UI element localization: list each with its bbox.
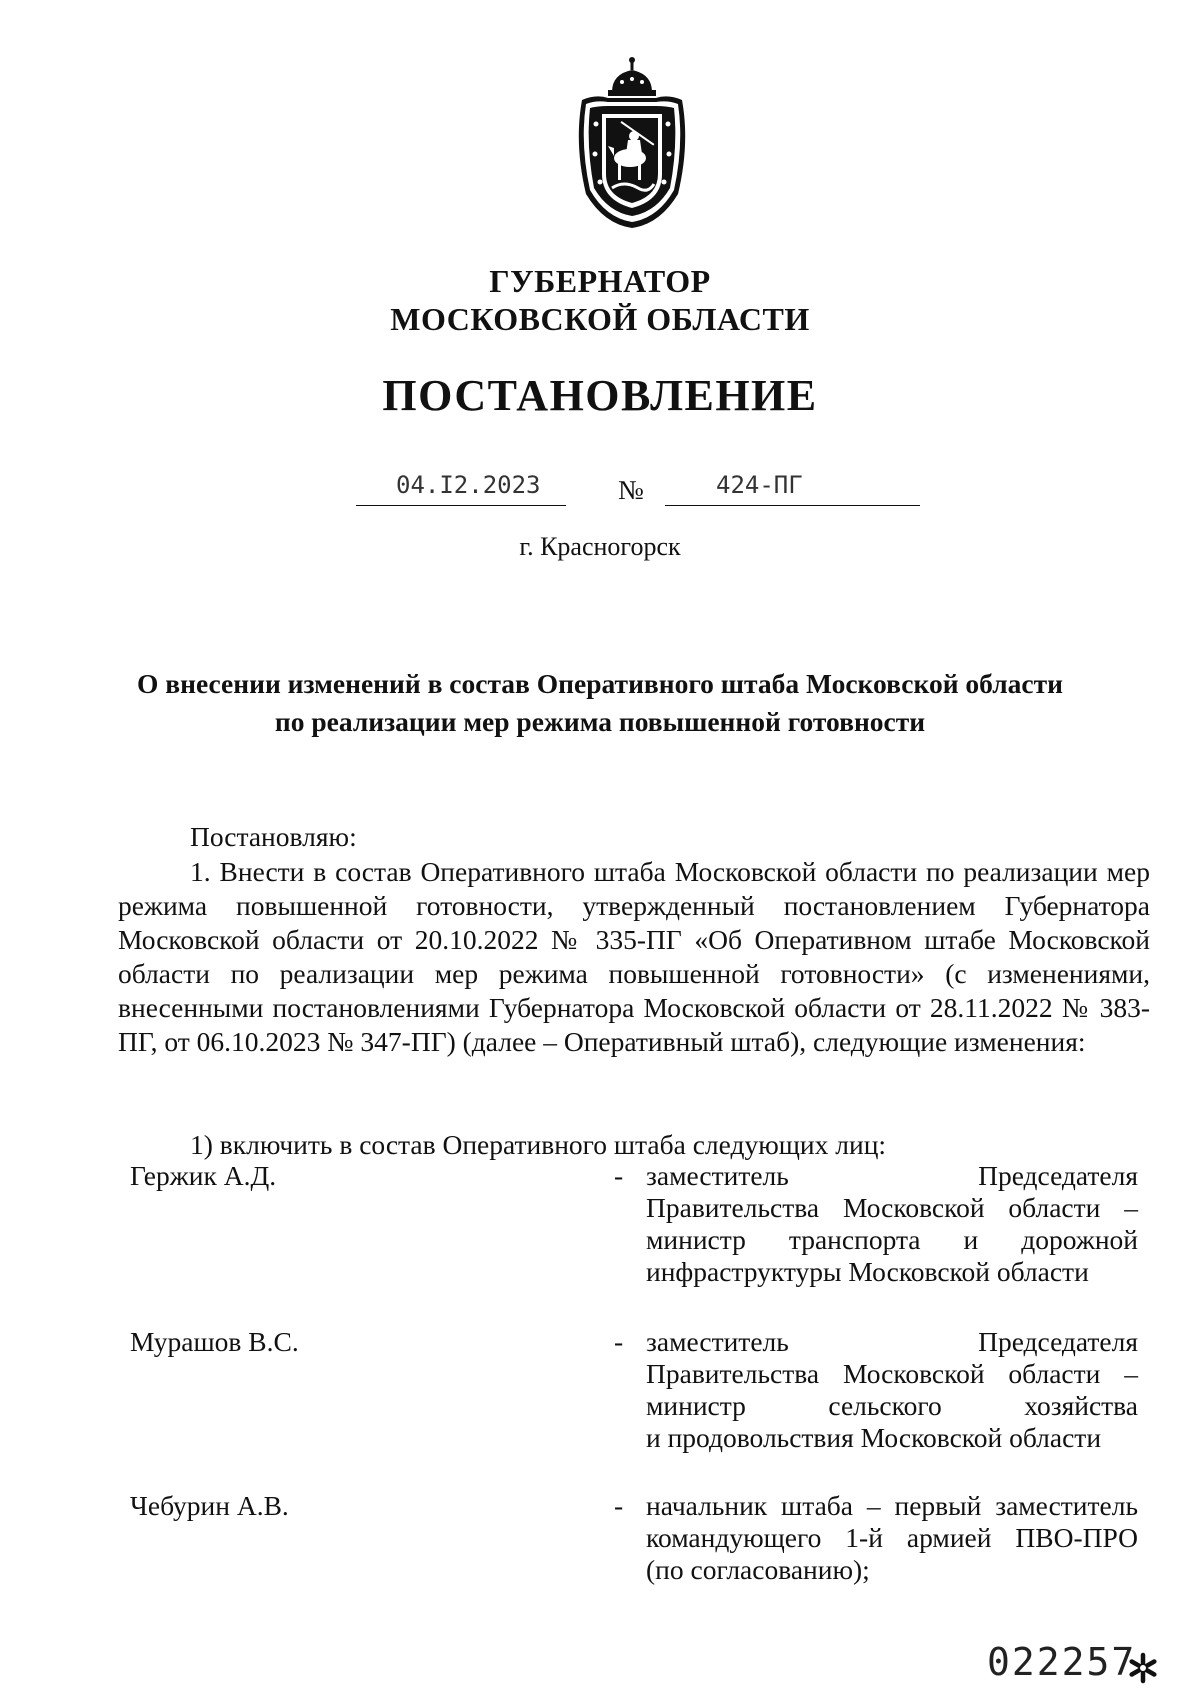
position-line: командующего 1-й армией ПВО-ПРО — [646, 1522, 1138, 1553]
person-dash: - — [614, 1326, 624, 1357]
number-underline — [665, 505, 920, 506]
position-line: заместитель Председателя — [646, 1160, 1138, 1191]
authority-line-1: ГУБЕРНАТОР — [489, 263, 711, 299]
position-line: Правительства Московской области – — [646, 1192, 1138, 1223]
date-underline — [356, 505, 566, 506]
document-number: 424-ПГ — [716, 471, 803, 499]
subitem-1-paragraph: 1) включить в состав Оперативного штаба следующих лиц: — [190, 1129, 887, 1160]
document-subject — [0, 665, 1200, 741]
authority-line-2: МОСКОВСКОЙ ОБЛАСТИ — [390, 301, 810, 337]
subject-line-1: О внесении изменений в состав Оперативного штаба Московской области — [137, 668, 1063, 699]
position-line: и продовольствия Московской области — [646, 1422, 1102, 1453]
position-line: министр сельского хозяйства — [646, 1390, 1138, 1421]
position-line: инфраструктуры Московской области — [646, 1256, 1089, 1287]
person-dash: - — [614, 1160, 624, 1191]
person-position — [646, 1160, 1138, 1288]
asterisk-star-icon — [1127, 1652, 1159, 1684]
moscow-oblast-coat-of-arms-icon — [568, 54, 696, 230]
position-line: (по согласованию); — [646, 1554, 870, 1585]
number-label: № — [618, 475, 644, 505]
person-position — [646, 1326, 1138, 1454]
position-line: заместитель Председателя — [646, 1326, 1138, 1357]
item-1-paragraph: 1. Внести в состав Оперативного штаба Московской области по реализации мер режима повышенной готовности, утвержденный постановлением Губернатора Московской области от 20.10.2022 № 335-ПГ «Об Оперативном штабе Московской области по реализации мер режима повышенной готовности» (с изменениями, внесенными постановлениями Губернатора Московской области от 28.11.2022 № 383-ПГ, от 06.10.2023 № 347-ПГ) (далее – Оперативный штаб), следующие изменения: — [118, 856, 1150, 1057]
city: г. Красногорск — [519, 532, 681, 561]
document-type-title: ПОСТАНОВЛЕНИЕ — [382, 371, 818, 420]
subject-line-2: по реализации мер режима повышенной готовности — [274, 706, 926, 737]
position-line: Правительства Московской области – — [646, 1358, 1138, 1389]
person-name: Чебурин А.В. — [130, 1490, 289, 1521]
form-serial-number: 022257 — [987, 1640, 1137, 1684]
authority-title — [0, 262, 1200, 338]
document-date: 04.I2.2023 — [396, 471, 541, 499]
position-line: министр транспорта и дорожной — [646, 1224, 1138, 1255]
person-dash: - — [614, 1490, 624, 1521]
person-position — [646, 1490, 1138, 1586]
person-name: Гержик А.Д. — [130, 1160, 277, 1191]
decree-word: Постановляю: — [190, 821, 357, 852]
person-name: Мурашов В.С. — [130, 1326, 299, 1357]
position-line: начальник штаба – первый заместитель — [646, 1490, 1138, 1521]
